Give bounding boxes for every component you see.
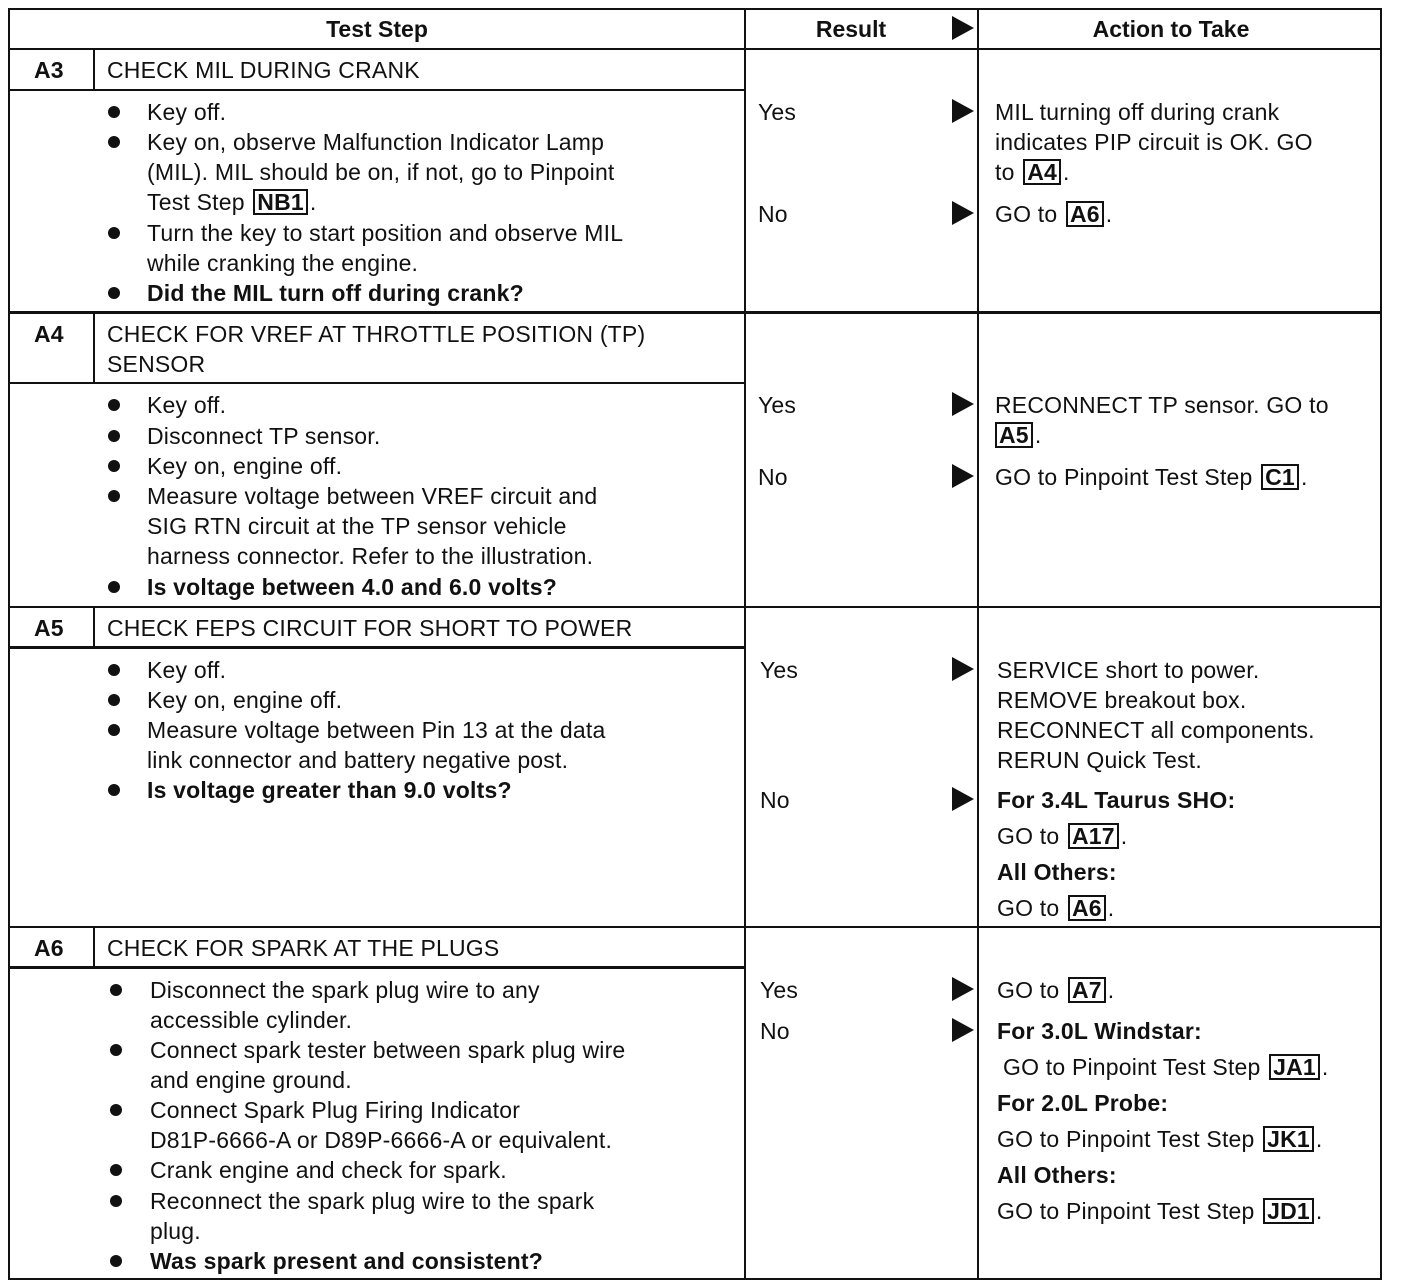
- a5-ref-a6[interactable]: A6: [1068, 895, 1106, 921]
- a6-result-yes: Yes: [760, 977, 799, 1003]
- a4-ref-a5[interactable]: A5: [995, 422, 1033, 448]
- a3-no-action: GO to A6 .: [995, 201, 1113, 227]
- table-left-border: [8, 8, 10, 1280]
- bullet-icon: [108, 581, 120, 593]
- a6-step-2-line2: and engine ground.: [150, 1067, 352, 1093]
- a3-yes-action-text: to: [995, 159, 1015, 185]
- a6-question: Was spark present and consistent?: [150, 1248, 544, 1274]
- header-action: Action to Take: [1092, 16, 1250, 42]
- a4-step-4-line1: Measure voltage between VREF circuit and: [147, 483, 598, 509]
- bullet-icon: [108, 724, 120, 736]
- a3-question: Did the MIL turn off during crank?: [147, 280, 524, 306]
- a6-no-heading-probe: For 2.0L Probe:: [997, 1090, 1169, 1116]
- bullet-icon: [110, 1255, 122, 1267]
- a6-step-2-line1: Connect spark tester between spark plug wire: [150, 1037, 626, 1063]
- table-bottom-border: [8, 1278, 1382, 1280]
- a3-step-2-line3: Test Step NB1 .: [147, 189, 317, 215]
- arrow-icon: [952, 657, 974, 681]
- a4-ref-c1[interactable]: C1: [1261, 464, 1299, 490]
- a4-no-action-text: GO to Pinpoint Test Step: [995, 464, 1253, 490]
- a3-result-yes: Yes: [758, 99, 797, 125]
- a3-ref-a6[interactable]: A6: [1066, 201, 1104, 227]
- a5-yes-action-line4: RERUN Quick Test.: [997, 747, 1202, 773]
- a3-step-3-line1: Turn the key to start position and observe MIL: [147, 220, 624, 246]
- a5-no-heading-others: All Others:: [997, 859, 1117, 885]
- bullet-icon: [110, 1104, 122, 1116]
- row-divider-a5: [8, 606, 1382, 608]
- a3-id-divider: [93, 50, 95, 90]
- a4-result-no: No: [758, 464, 788, 490]
- a3-yes-action-line1: MIL turning off during crank: [995, 99, 1280, 125]
- a3-title: CHECK MIL DURING CRANK: [107, 57, 420, 83]
- a5-title-underline: [8, 646, 746, 649]
- a4-step-1: Key off.: [147, 392, 227, 418]
- bullet-icon: [108, 106, 120, 118]
- a5-step-2: Key on, engine off.: [147, 687, 343, 713]
- a6-no-action-probe: GO to Pinpoint Test Step JK1 .: [997, 1126, 1323, 1152]
- a5-step-id: A5: [34, 615, 64, 641]
- a3-step-3-line2: while cranking the engine.: [147, 250, 419, 276]
- a6-step-1-line1: Disconnect the spark plug wire to any: [150, 977, 540, 1003]
- arrow-icon: [952, 392, 974, 416]
- a5-yes-action-line1: SERVICE short to power.: [997, 657, 1260, 683]
- a6-no-heading-others: All Others:: [997, 1162, 1117, 1188]
- a5-step-3-line1: Measure voltage between Pin 13 at the data: [147, 717, 606, 743]
- a6-pinpoint-text-2: GO to Pinpoint Test Step: [997, 1126, 1255, 1152]
- a3-no-action-text: GO to: [995, 201, 1058, 227]
- a6-step-5-line2: plug.: [150, 1218, 201, 1244]
- a5-yes-action-line3: RECONNECT all components.: [997, 717, 1315, 743]
- a4-yes-action-line1: RECONNECT TP sensor. GO to: [995, 392, 1329, 418]
- arrow-icon: [952, 787, 974, 811]
- bullet-icon: [110, 1195, 122, 1207]
- a6-result-no: No: [760, 1018, 790, 1044]
- a3-step-id: A3: [34, 57, 64, 83]
- a4-title-underline: [8, 382, 746, 384]
- a5-result-no: No: [760, 787, 790, 813]
- header-arrow-icon: [952, 16, 974, 40]
- a6-step-3-line2: D81P-6666-A or D89P-6666-A or equivalent.: [150, 1127, 613, 1153]
- a6-step-5-line1: Reconnect the spark plug wire to the spark: [150, 1188, 595, 1214]
- bullet-icon: [110, 1044, 122, 1056]
- a6-step-1-line2: accessible cylinder.: [150, 1007, 353, 1033]
- bullet-icon: [110, 984, 122, 996]
- bullet-icon: [108, 287, 120, 299]
- a3-ref-a4[interactable]: A4: [1023, 159, 1061, 185]
- a4-step-2: Disconnect TP sensor.: [147, 423, 381, 449]
- a4-title-line1: CHECK FOR VREF AT THROTTLE POSITION (TP): [107, 321, 646, 347]
- a6-ref-jd1[interactable]: JD1: [1263, 1198, 1314, 1224]
- a4-step-id: A4: [34, 321, 64, 347]
- a5-id-divider: [93, 608, 95, 647]
- a5-no-heading-sho: For 3.4L Taurus SHO:: [997, 787, 1236, 813]
- a3-step-2-line3-text: Test Step: [147, 189, 245, 215]
- a6-step-4: Crank engine and check for spark.: [150, 1157, 507, 1183]
- result-column-border: [744, 8, 746, 1280]
- a5-result-yes: Yes: [760, 657, 799, 683]
- a6-title: CHECK FOR SPARK AT THE PLUGS: [107, 935, 500, 961]
- arrow-icon: [952, 1018, 974, 1042]
- row-divider-a6: [8, 926, 1382, 928]
- a5-go-to-text-1: GO to: [997, 823, 1060, 849]
- a6-pinpoint-text-3: GO to Pinpoint Test Step: [997, 1198, 1255, 1224]
- a6-step-id: A6: [34, 935, 64, 961]
- a6-title-underline: [8, 966, 746, 969]
- a5-title: CHECK FEPS CIRCUIT FOR SHORT TO POWER: [107, 615, 633, 641]
- a6-yes-action-text: GO to: [997, 977, 1060, 1003]
- arrow-icon: [952, 977, 974, 1001]
- a4-step-4-line2: SIG RTN circuit at the TP sensor vehicle: [147, 513, 567, 539]
- bullet-icon: [108, 490, 120, 502]
- a4-title-line2: SENSOR: [107, 351, 206, 377]
- arrow-icon: [952, 99, 974, 123]
- a3-step-1: Key off.: [147, 99, 227, 125]
- a6-id-divider: [93, 928, 95, 967]
- a6-step-3-line1: Connect Spark Plug Firing Indicator: [150, 1097, 521, 1123]
- a6-no-action-windstar: GO to Pinpoint Test Step JA1 .: [1003, 1054, 1329, 1080]
- a5-no-action-sho: GO to A17 .: [997, 823, 1128, 849]
- a4-yes-action-line2: A5 .: [995, 420, 1041, 450]
- arrow-icon: [952, 201, 974, 225]
- bullet-icon: [108, 784, 120, 796]
- a5-step-1: Key off.: [147, 657, 227, 683]
- a3-result-no: No: [758, 201, 788, 227]
- bullet-icon: [108, 694, 120, 706]
- a3-yes-action-line2: indicates PIP circuit is OK. GO: [995, 129, 1313, 155]
- a6-pinpoint-text-1: GO to Pinpoint Test Step: [1003, 1054, 1261, 1080]
- bullet-icon: [108, 399, 120, 411]
- a3-ref-nb1[interactable]: NB1: [253, 189, 308, 215]
- a3-step-2-line1: Key on, observe Malfunction Indicator Lamp: [147, 129, 605, 155]
- a3-yes-action-line3: to A4 .: [995, 159, 1070, 185]
- a5-no-action-others: GO to A6 .: [997, 895, 1115, 921]
- arrow-icon: [952, 464, 974, 488]
- bullet-icon: [110, 1164, 122, 1176]
- a6-ref-jk1[interactable]: JK1: [1263, 1126, 1314, 1152]
- a6-yes-action: GO to A7 .: [997, 977, 1115, 1003]
- bullet-icon: [108, 136, 120, 148]
- a4-id-divider: [93, 314, 95, 383]
- a5-step-3-line2: link connector and battery negative post.: [147, 747, 569, 773]
- a3-title-underline: [8, 89, 746, 91]
- a6-no-action-others: GO to Pinpoint Test Step JD1 .: [997, 1198, 1323, 1224]
- bullet-icon: [108, 430, 120, 442]
- a6-ref-a7[interactable]: A7: [1068, 977, 1106, 1003]
- a6-no-heading-windstar: For 3.0L Windstar:: [997, 1018, 1202, 1044]
- a5-question: Is voltage greater than 9.0 volts?: [147, 777, 512, 803]
- a6-ref-ja1[interactable]: JA1: [1269, 1054, 1320, 1080]
- a4-step-3: Key on, engine off.: [147, 453, 343, 479]
- header-test-step: Test Step: [326, 16, 428, 42]
- action-column-border: [977, 8, 979, 1280]
- table-right-border: [1380, 8, 1382, 1280]
- a4-question: Is voltage between 4.0 and 6.0 volts?: [147, 574, 558, 600]
- a4-step-4-line3: harness connector. Refer to the illustration.: [147, 543, 594, 569]
- header-result: Result: [815, 16, 887, 42]
- a4-no-action: GO to Pinpoint Test Step C1 .: [995, 464, 1308, 490]
- bullet-icon: [108, 460, 120, 472]
- a3-step-2-line2: (MIL). MIL should be on, if not, go to Pinpoint: [147, 159, 615, 185]
- bullet-icon: [108, 227, 120, 239]
- a4-result-yes: Yes: [758, 392, 797, 418]
- a5-go-to-text-2: GO to: [997, 895, 1060, 921]
- a5-ref-a17[interactable]: A17: [1068, 823, 1119, 849]
- bullet-icon: [108, 664, 120, 676]
- row-divider-a4: [8, 311, 1382, 314]
- a5-yes-action-line2: REMOVE breakout box.: [997, 687, 1247, 713]
